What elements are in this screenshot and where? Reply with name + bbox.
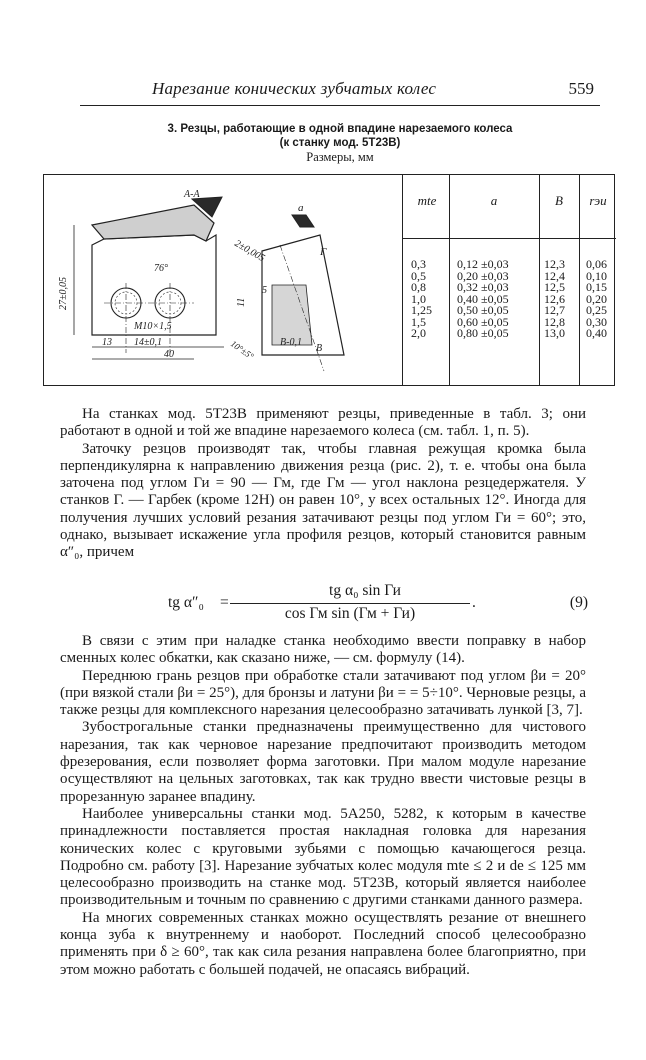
table-cell: 12,6 (544, 291, 565, 306)
running-title: Нарезание конических зубчатых колес (152, 79, 437, 98)
dim-B-label: В-0,1 (280, 337, 302, 348)
table-col-r (586, 259, 607, 340)
table-cell: 2,0 (411, 326, 426, 340)
table-cell: 0,12 ±0,03 (457, 257, 509, 271)
dim-5-label: 5 (262, 285, 267, 296)
dim-B2-label: В (316, 343, 323, 354)
table-cell: 12,3 (544, 257, 565, 271)
formula-equals: = (220, 594, 229, 611)
section-aa-label: А-А (184, 189, 200, 200)
cutter-drawing (44, 175, 402, 385)
table-cell: 0,40 (586, 326, 607, 340)
table-cell: 0,50 ±0,05 (457, 303, 509, 317)
table-col-a (457, 259, 509, 340)
dim-11-label: 11 (236, 297, 247, 307)
formula-9 (168, 582, 588, 626)
table-header-r: rэи (589, 193, 607, 208)
angle-76-label: 76° (154, 263, 168, 274)
table-cell: 0,06 (586, 257, 607, 271)
dim-40-label: 40 (164, 349, 174, 360)
chamfer-label: 2±0,005 (232, 238, 267, 265)
table-cell: 12,5 (544, 280, 565, 294)
table-cell: 0,40 ±0,05 (457, 291, 509, 306)
paragraph: Зубострогальные станки предназначены преимущественно для чистового нарезания, так как черновое нарезание предпочитают производить методом фрезерования, если позволяет форма заготовки. При малом модуле нарезание осуществляют на цельных заготовках, так как трудно ввести чистовые резцы в прорезанную заранее впадину. (60, 719, 586, 805)
table-cell: 0,8 (411, 280, 426, 294)
table-cell: 12,8 (544, 314, 565, 329)
table-header-mte: mte (417, 193, 437, 208)
table-units: Размеры, мм (306, 150, 374, 164)
table-cell: 0,80 ±0,05 (457, 326, 509, 340)
header-rule (80, 105, 600, 106)
paragraph: Заточку резцов производят так, чтобы главная режущая кромка была перпендикулярна к направлению движения резца (рис. 2), т. е. чтобы она была заточена под углом Ги = 90 — Гм, где Гм — угол наклона резцедержателя. У станков Г. — Гарбек (кроме 12Н) он равен 10°, у всех остальных 12°. Иногда для получения лучших условий резания затачивают резцы под углом Ги = 60°; это, однако, вызывает искажение угла профиля резцов, который становится равным α″₀, причем (60, 440, 586, 561)
table-cell: 0,30 (586, 314, 607, 329)
thread-label: М10×1,5 (134, 321, 172, 332)
formula-lhs: tg α″₀ (168, 594, 204, 611)
dim-14-label: 14±0,1 (134, 337, 162, 348)
body-text-upper (60, 406, 586, 562)
formula-period: . (472, 594, 476, 611)
table-col-b (544, 259, 565, 340)
table-cell: 0,3 (411, 257, 426, 271)
paragraph: На станках мод. 5Т23В применяют резцы, приведенные в табл. 3; они работают в одной и той же впадине нарезаемого колеса (см. табл. 1, п. 5). (60, 406, 586, 440)
table-col-divider (449, 175, 450, 385)
table-cell: 0,15 (586, 280, 607, 294)
table-cell: 0,5 (411, 268, 426, 283)
table-cell: 0,60 ±0,05 (457, 314, 509, 329)
cutter-body-outline (92, 235, 216, 335)
dim-a-label: a (298, 202, 304, 214)
table-cell: 0,25 (586, 303, 607, 317)
table-cell: 1,0 (411, 291, 426, 306)
table-cell: 12,4 (544, 268, 565, 283)
table-title: 3. Резцы, работающие в одной впадине нарезаемого колеса (167, 123, 513, 135)
cutter-table (402, 175, 616, 385)
paragraph: На многих современных станках можно осуществлять резание от внешнего конца зуба к внутреннему и наоборот. Последний способ целесообразно применять при δ ≥ 60°, так как сила резания направлена более благоприятно, при этом можно работать с большей подачей, не опасаясь вибраций. (60, 909, 586, 978)
table-cell: 0,32 ±0,03 (457, 280, 509, 294)
profile-hatch (272, 285, 312, 345)
dim-height-label: 27±0,05 (58, 277, 69, 310)
table-cell: 0,10 (586, 268, 607, 283)
table-cell: 12,7 (544, 303, 565, 317)
table-header-b: B (555, 193, 563, 208)
paragraph: В связи с этим при наладке станка необходимо ввести поправку в набор сменных колес обкатки, как сказано ниже, — см. формулу (14). (60, 633, 586, 667)
table-cell: 1,5 (411, 314, 426, 329)
cutter-blade (92, 205, 214, 241)
table-cell: 13,0 (544, 326, 565, 340)
angle-10-label: 10°±5° (228, 338, 256, 362)
formula-denominator: cos Гм sin (Гм + Ги) (284, 605, 416, 622)
table-caption (60, 122, 620, 164)
table-cell: 0,20 ±0,03 (457, 268, 509, 283)
table-col-mte (411, 259, 432, 340)
formula-numerator: tg α₀ sin Ги (329, 582, 401, 599)
table-cell: 0,20 (586, 291, 607, 306)
dim-13-label: 13 (102, 337, 112, 348)
table-header-a: a (490, 193, 498, 208)
table-cell: 1,25 (411, 303, 432, 317)
cutter-figure-box (43, 174, 615, 386)
table-header-rule (403, 238, 616, 239)
paragraph: Наиболее универсальны станки мод. 5А250, 5282, к которым в качестве принадлежности поставляется простая накладная головка для нарезания конических колес с круговыми зубьями с помощью качающегося резца. Подробно см. работу [3]. Нарезание зубчатых колес модуля mte ≤ 2 и de ≤ 125 мм целесообразно производить на станке мод. 5Т23В, который является наиболее производительным и точным по сравнению с другими станками данного размера. (60, 805, 586, 909)
page-number: 559 (568, 79, 594, 98)
formula-fraction-bar (230, 603, 470, 604)
table-subtitle: (к станку мод. 5Т23В) (279, 137, 401, 149)
running-header (80, 79, 620, 105)
paragraph: Переднюю грань резцов при обработке стали затачивают под углом βи = 20° (при вязкой стали βи = 25°), для бронзы и латуни βи = = 5÷10°. Черновые резцы, а также резцы для комплексного нарезания целесообразно затачивать лункой [3, 7]. (60, 667, 586, 719)
body-text-lower (60, 633, 586, 979)
gamma-label: Г (320, 246, 327, 258)
formula-number: (9) (569, 594, 588, 611)
profile-tip (292, 215, 314, 227)
